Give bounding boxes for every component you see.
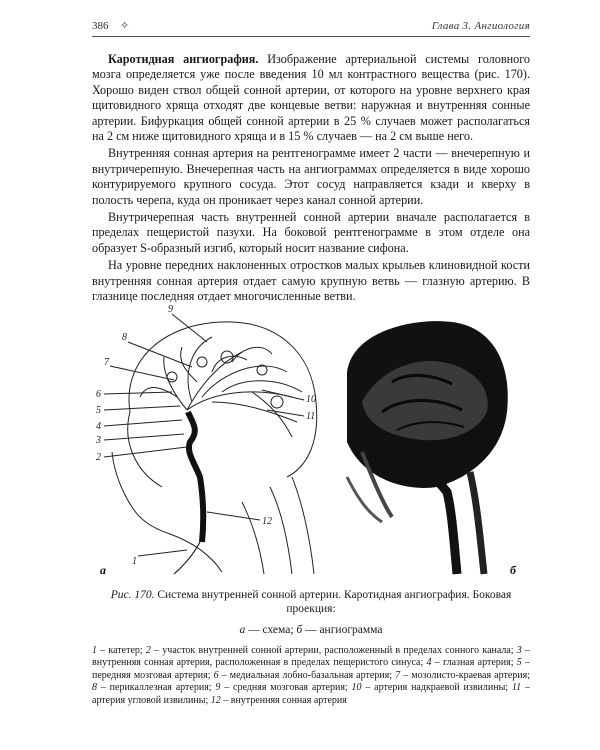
legend-number: 8 — [92, 682, 97, 694]
legend-text: – участок внутренней сонной артерии, расположенный в пределах сонного канала; — [150, 645, 517, 656]
subcaption-text: — схема; — [245, 624, 297, 636]
callout-label: 8 — [122, 332, 127, 343]
page-number: 386 — [92, 20, 109, 32]
callout-label: 3 — [96, 435, 101, 446]
callout-label: 6 — [96, 389, 101, 400]
legend-number: 11 — [511, 682, 522, 694]
callout-label: 10 — [306, 394, 316, 405]
subcaption-letter: а — [239, 624, 246, 636]
legend-text: – артерия надкраевой извилины; — [361, 682, 512, 694]
angiogram-image — [347, 321, 508, 574]
callout-label: 2 — [96, 452, 101, 463]
legend-number: 10 — [351, 682, 362, 694]
callout-label: 1 — [132, 556, 137, 567]
callout-label: 11 — [306, 411, 316, 422]
paragraph — [92, 52, 530, 144]
legend-number: 6 — [213, 669, 219, 681]
paragraph-text: Изображение артериальной системы головного мозга определяется уже после введения 10 мл контрастного вещества (рис. 170). Хорошо виден ствол общей сонной артерии, от которого на уровне верхнего края щитовидного хряща отходят две концевые ветви: наружная и внутренняя сонные артерии. Бифуркация общей сонной артерии в 25 % случаев может располагаться на 2 см ниже щитовидного хряща и в 15 % случаев — на 2 см выше него. — [92, 52, 530, 144]
figure-legend — [92, 645, 530, 707]
callout-label: 9 — [168, 304, 173, 315]
page-header — [92, 20, 530, 36]
paragraph-text: Внутренняя сонная артерия на рентгенограмме имеет 2 части — внечерепную и внутричерепную. Внечерепная часть на ангиограммах определяется в виде хорошо контурируемого крупного сосуда. Этот сосуд направляется кзади и кверху в полость черепа, куда он проникает через канал сонной артерии. — [92, 146, 530, 207]
paragraph — [92, 210, 530, 256]
legend-number: 1 — [92, 645, 97, 656]
callout-label: 7 — [104, 357, 109, 368]
legend-number: 7 — [395, 669, 401, 681]
legend-number: 9 — [215, 682, 221, 694]
callout-label: 5 — [96, 405, 101, 416]
legend-text: – глазная артерия; — [431, 657, 517, 669]
header-rule — [92, 36, 530, 37]
legend-number: 4 — [426, 657, 432, 669]
schema-drawing — [104, 314, 317, 574]
legend-text: – перикаллезная артерия; — [97, 682, 216, 694]
panel-a-label: а — [100, 563, 106, 577]
paragraph-text: На уровне передних наклоненных отростков малых крыльев клиновидной кости внутренняя сонная артерия отдает самую крупную ветвь — глазную артерию. В глазнице последняя отдает многочисленные ветви. — [92, 258, 530, 304]
legend-text: – медиальная лобно-базальная артерия; — [218, 669, 396, 681]
caption-fig-number: Рис. 170. — [110, 589, 155, 601]
caption-text: Система внутренней сонной артерии. Каротидная ангиография. Боковая проекция: — [154, 589, 512, 615]
legend-number: 12 — [210, 694, 221, 706]
callout-label: 12 — [262, 516, 272, 527]
legend-text: – средняя мозговая артерия; — [220, 682, 352, 694]
legend-text: – внутренняя сонная артерия — [220, 694, 347, 706]
figure-subcaption — [92, 624, 530, 636]
legend-text: – артерия угловой извилины; — [92, 682, 530, 706]
legend-text: – передняя мозговая артерия; — [92, 657, 531, 681]
figure-caption — [92, 588, 530, 616]
subcaption-letter: б — [296, 624, 303, 636]
figure-drawing — [92, 302, 530, 580]
paragraph-lead: Каротидная ангиография. — [108, 52, 259, 66]
running-title: Глава 3. Ангиология — [431, 20, 530, 32]
legend-text: – внутренняя сонная артерия, расположенная в пределах пещеристого синуса; — [92, 645, 530, 669]
legend-number: 5 — [516, 657, 522, 669]
ornament-icon: ✧ — [120, 20, 130, 32]
panel-b-label: б — [510, 563, 516, 577]
callout-label: 4 — [96, 421, 101, 432]
legend-text: – мозолисто-краевая артерия; — [400, 669, 531, 681]
legend-number: 3 — [516, 645, 522, 656]
subcaption-text: — ангиограмма — [302, 624, 383, 636]
figure-170 — [92, 302, 530, 580]
body-text — [92, 52, 530, 307]
paragraph — [92, 146, 530, 208]
paragraph-text: Внутричерепная часть внутренней сонной артерии вначале располагается в пределах пещеристой пазухи. На боковой рентгенограмме в этом отделе она образует S-образный изгиб, который носит название сифона. — [92, 210, 530, 255]
paragraph — [92, 258, 530, 304]
legend-text: – катетер; — [97, 645, 146, 656]
legend-number: 2 — [145, 645, 151, 656]
